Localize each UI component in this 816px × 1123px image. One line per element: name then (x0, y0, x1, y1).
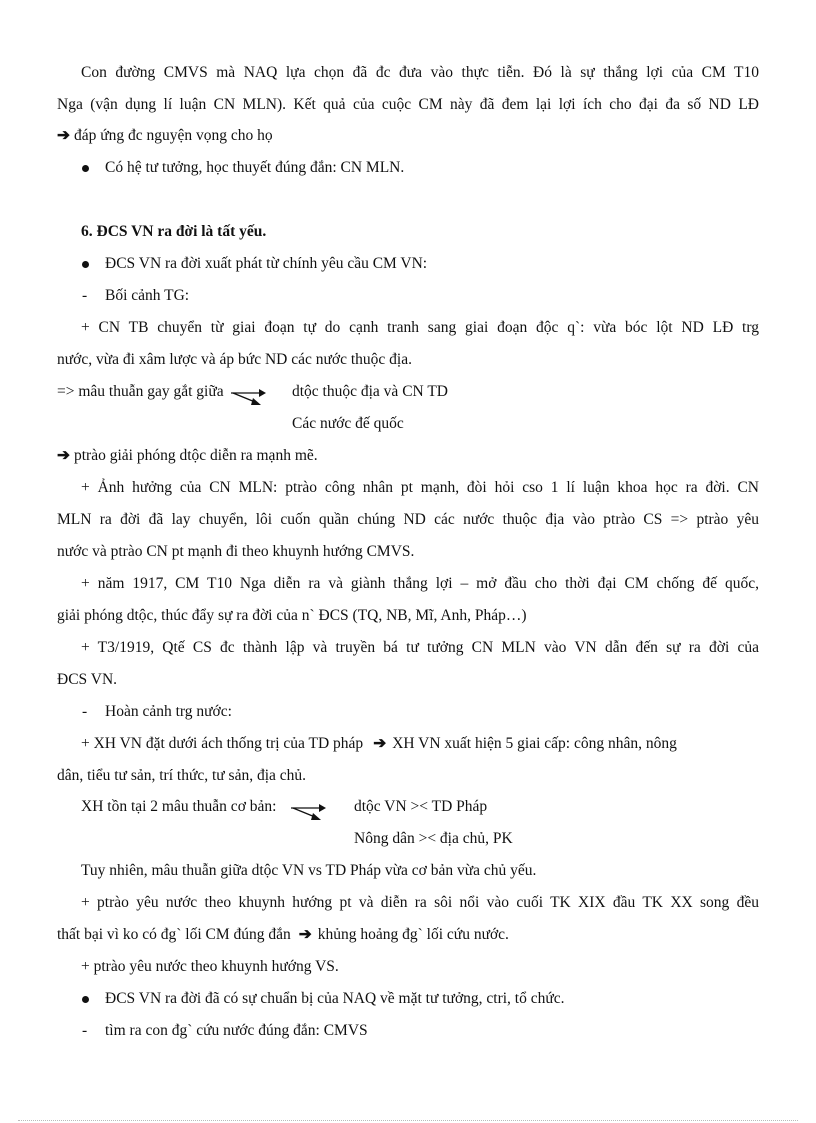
paragraph-line: giải phóng dtộc, thúc đẩy sự ra đời của n` ĐCS (TQ, NB, Mĩ, Anh, Pháp…) (57, 607, 527, 624)
bullet-icon (82, 165, 89, 172)
paragraph-line: dân, tiểu tư sản, trí thức, tư sản, địa chủ. (57, 767, 307, 784)
fork-arrow-icon (289, 798, 329, 824)
paragraph-line: ➔ đáp ứng đc nguyện vọng cho họ (57, 127, 273, 144)
paragraph-line: Con đường CMVS mà NAQ lựa chọn đã đc đưa vào thực tiễn. Đó là sự thắng lợi của CM T10 (81, 64, 759, 81)
paragraph-line: + XH VN đặt dưới ách thống trị của TD pháp ➔ XH VN xuất hiện 5 giai cấp: công nhân, nông (81, 735, 677, 752)
bullet-icon (82, 261, 89, 268)
paragraph-line: thất bại vì ko có đg` lối CM đúng đắn ➔ khủng hoảng đg` lối cứu nước. (57, 926, 509, 943)
paragraph-line: ➔ ptrào giải phóng dtộc diễn ra mạnh mẽ. (57, 447, 318, 464)
conflict-lead: => mâu thuẫn gay gắt giữa (57, 383, 224, 400)
dash-marker: - (82, 1022, 88, 1039)
paragraph-line: + CN TB chuyển từ giai đoạn tự do cạnh tranh sang giai đoạn độc q`: vừa bóc lột ND LĐ trg (81, 319, 759, 336)
section-heading: 6. ĐCS VN ra đời là tất yếu. (81, 223, 267, 240)
dash-item-text: Hoàn cảnh trg nước: (105, 703, 232, 720)
paragraph-line: + ptrào yêu nước theo khuynh hướng pt và diễn ra sôi nổi vào cuối TK XIX đầu TK XX song đều (81, 894, 759, 911)
bullet-text: Có hệ tư tưởng, học thuyết đúng đắn: CN MLN. (105, 159, 405, 176)
fork-arrow-icon (229, 383, 269, 409)
paragraph-line: + Ảnh hưởng của CN MLN: ptrào công nhân pt mạnh, đòi hỏi cso 1 lí luận khoa học ra đời. CN (81, 479, 759, 496)
dash-item-text: Bối cảnh TG: (105, 287, 190, 304)
conflict-lead: XH tồn tại 2 mâu thuẫn cơ bản: (81, 798, 277, 815)
conflict-branch-a: dtộc VN >< TD Pháp (354, 798, 488, 815)
paragraph-line: Tuy nhiên, mâu thuẫn giữa dtộc VN vs TD Pháp vừa cơ bản vừa chủ yếu. (81, 862, 537, 879)
paragraph-line: Nga (vận dụng lí luận CN MLN). Kết quả của cuộc CM này đã đem lại lợi ích cho đại đa số ND LĐ (57, 96, 759, 113)
page-bottom-border (18, 1120, 798, 1121)
right-arrow-icon: ➔ (57, 447, 70, 464)
paragraph-line: + ptrào yêu nước theo khuynh hướng VS. (81, 958, 339, 975)
conflict-branch-b: Các nước đế quốc (292, 415, 404, 432)
paragraph-line: + năm 1917, CM T10 Nga diễn ra và giành thắng lợi – mở đầu cho thời đại CM chống đế quốc, (81, 575, 759, 592)
dash-item-text: tìm ra con đg` cứu nước đúng đắn: CMVS (105, 1022, 368, 1039)
paragraph-line: nước và ptrào CN pt mạnh đi theo khuynh hướng CMVS. (57, 543, 415, 560)
dash-marker: - (82, 287, 88, 304)
dash-marker: - (82, 703, 88, 720)
paragraph-line: nước, vừa đi xâm lược và áp bức ND các nước thuộc địa. (57, 351, 412, 368)
bullet-text: ĐCS VN ra đời xuất phát từ chính yêu cầu CM VN: (105, 255, 428, 272)
bullet-icon (82, 996, 89, 1003)
right-arrow-icon: ➔ (57, 127, 70, 144)
paragraph-line: MLN ra đời đã lay chuyển, lôi cuốn quần chúng ND các nước thuộc địa vào ptrào CS => ptrào yêu (57, 511, 759, 528)
bullet-text: ĐCS VN ra đời đã có sự chuẩn bị của NAQ về mặt tư tưởng, ctri, tổ chức. (105, 990, 565, 1007)
right-arrow-icon: ➔ (373, 735, 387, 752)
conflict-branch-b: Nông dân >< địa chủ, PK (354, 830, 513, 847)
paragraph-line: ĐCS VN. (57, 671, 118, 688)
conflict-branch-a: dtộc thuộc địa và CN TD (292, 383, 448, 400)
right-arrow-icon: ➔ (298, 926, 312, 943)
paragraph-line: + T3/1919, Qtế CS đc thành lập và truyền bá tư tưởng CN MLN vào VN dẫn đến sự ra đời của (81, 639, 759, 656)
